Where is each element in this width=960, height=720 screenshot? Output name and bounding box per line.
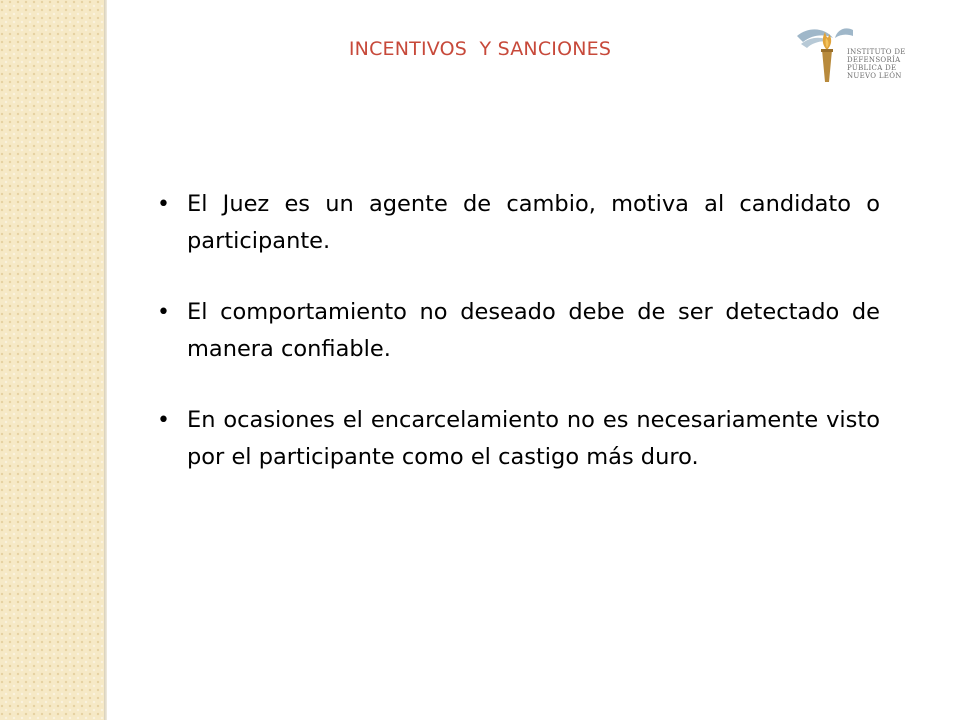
logo-line: PÚBLICA DE [847, 64, 897, 72]
logo-line: INSTITUTO DE [847, 48, 906, 56]
bullet-icon: • [157, 192, 170, 217]
decorative-side-band [0, 0, 104, 720]
torch-wings-icon [795, 22, 855, 88]
bullet-item [155, 186, 880, 260]
bullet-text: El comportamiento no deseado debe de ser detectado de manera confiable. [187, 299, 880, 362]
bullet-list [155, 186, 880, 510]
logo-line: NUEVO LEÓN [847, 72, 902, 80]
bullet-icon: • [157, 408, 170, 433]
bullet-text: El Juez es un agente de cambio, motiva al candidato o participante. [187, 191, 880, 254]
bullet-icon: • [157, 300, 170, 325]
bullet-text: En ocasiones el encarcelamiento no es necesariamente visto por el participante como el castigo más duro. [187, 407, 880, 470]
institution-logo [795, 22, 907, 88]
slide-title: INCENTIVOS Y SANCIONES [348, 38, 612, 60]
bullet-item [155, 402, 880, 476]
logo-text [847, 48, 917, 80]
bullet-item [155, 294, 880, 368]
logo-line: DEFENSORÍA [847, 56, 901, 64]
side-band-edge [104, 0, 107, 720]
